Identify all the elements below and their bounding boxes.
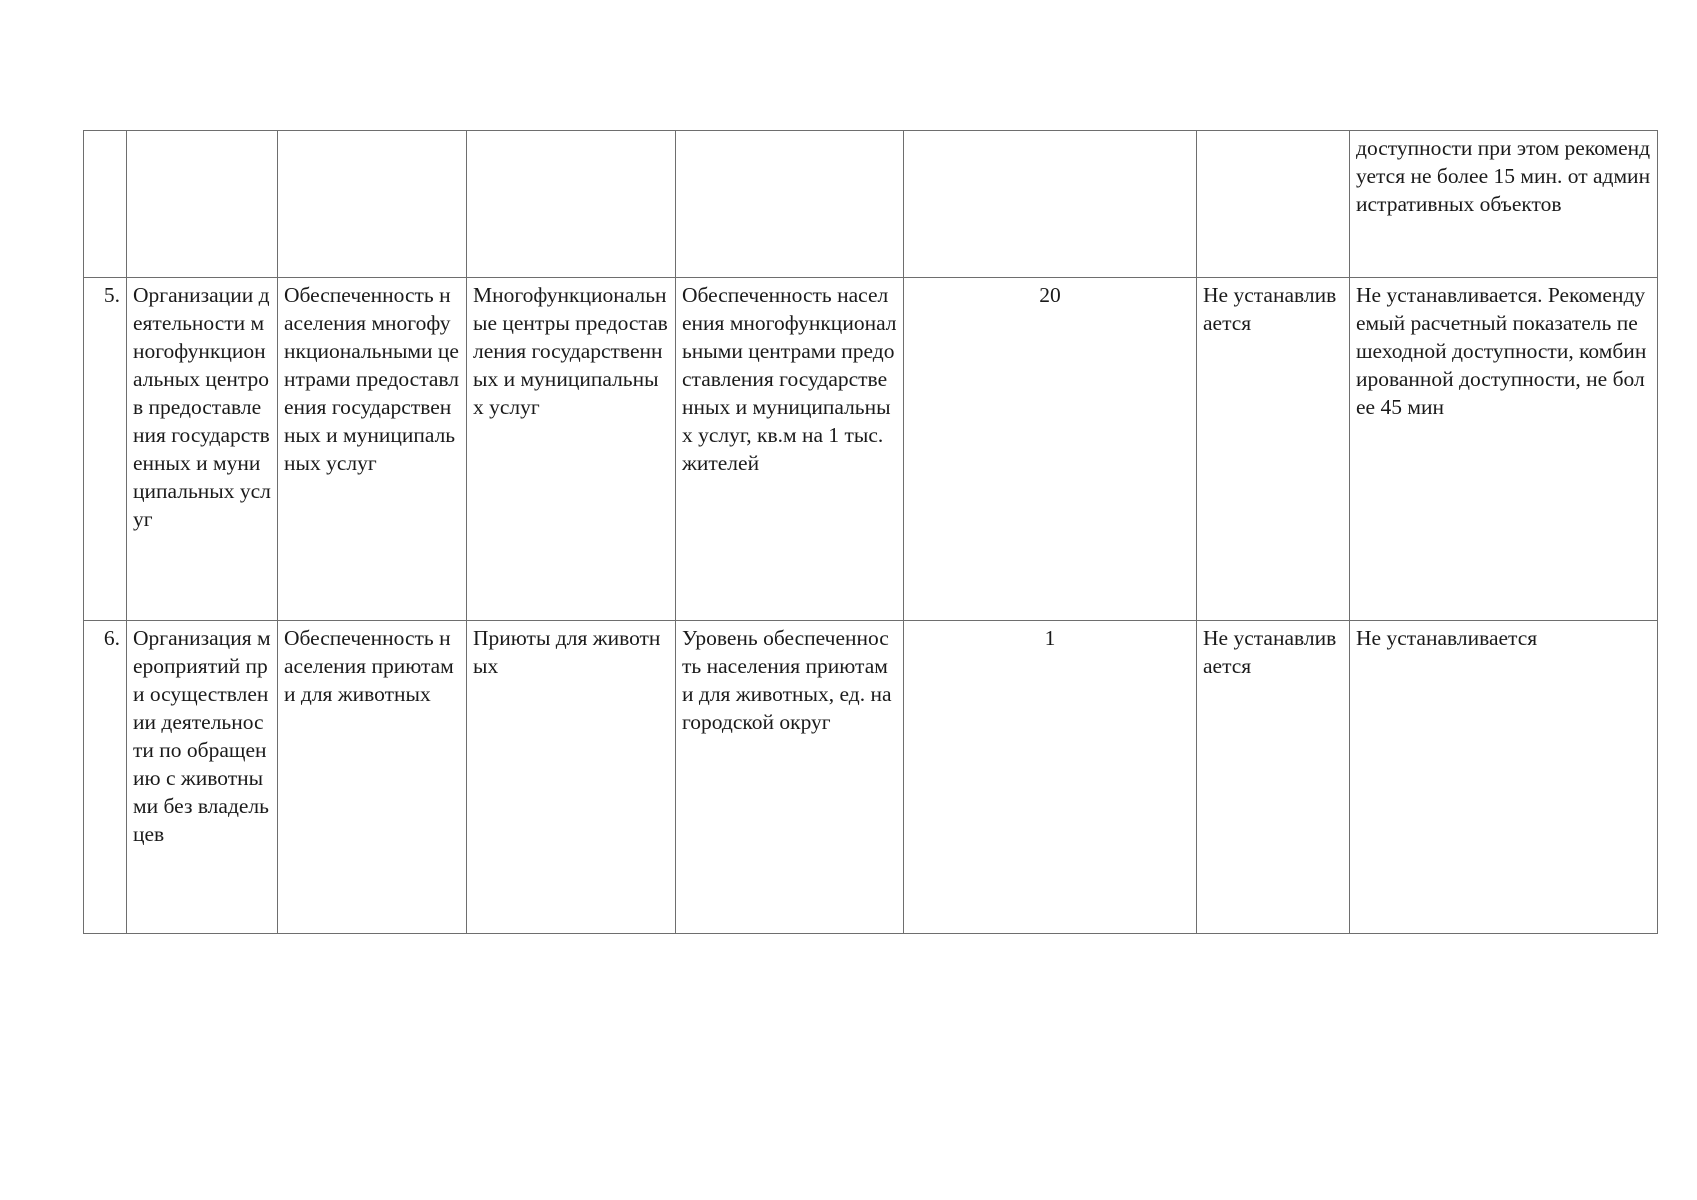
cell-accessibility: Не устанавливается (1350, 621, 1658, 934)
cell-value: 20 (904, 278, 1197, 621)
cell-object-type: Приюты для животных (467, 621, 676, 934)
cell-unit: Обеспеченность населения многофункциональными центрами предоставления государственных и муниципальных услуг, кв.м на 1 тыс. жителей (676, 278, 904, 621)
cell-max-level: Не устанавливается (1197, 278, 1350, 621)
cell-indicator: Обеспеченность населения многофункциональными центрами предоставления государственных и муниципальных услуг (278, 278, 467, 621)
cell-indicator (278, 131, 467, 278)
normatives-table (83, 130, 1658, 934)
cell-value (904, 131, 1197, 278)
table-row-continuation (84, 131, 1658, 278)
cell-num: 6. (84, 621, 127, 934)
table-row (84, 621, 1658, 934)
cell-max-level (1197, 131, 1350, 278)
cell-accessibility: Не устанавливается. Рекомендуемый расчетный показатель пешеходной доступности, комбинированной доступности, не более 45 мин (1350, 278, 1658, 621)
cell-activity: Организации деятельности многофункциональных центров предоставления государственных и муниципальных услуг (127, 278, 278, 621)
cell-activity (127, 131, 278, 278)
cell-unit: Уровень обеспеченность населения приютами для животных, ед. на городской округ (676, 621, 904, 934)
cell-num (84, 131, 127, 278)
cell-max-level: Не устанавливается (1197, 621, 1350, 934)
table-row (84, 278, 1658, 621)
cell-object-type: Многофункциональные центры предоставления государственных и муниципальных услуг (467, 278, 676, 621)
cell-indicator: Обеспеченность населения приютами для животных (278, 621, 467, 934)
cell-activity: Организация мероприятий при осуществлении деятельности по обращению с животными без владельцев (127, 621, 278, 934)
cell-object-type (467, 131, 676, 278)
cell-value: 1 (904, 621, 1197, 934)
cell-accessibility: доступности при этом рекомендуется не более 15 мин. от административных объектов (1350, 131, 1658, 278)
cell-num: 5. (84, 278, 127, 621)
cell-unit (676, 131, 904, 278)
